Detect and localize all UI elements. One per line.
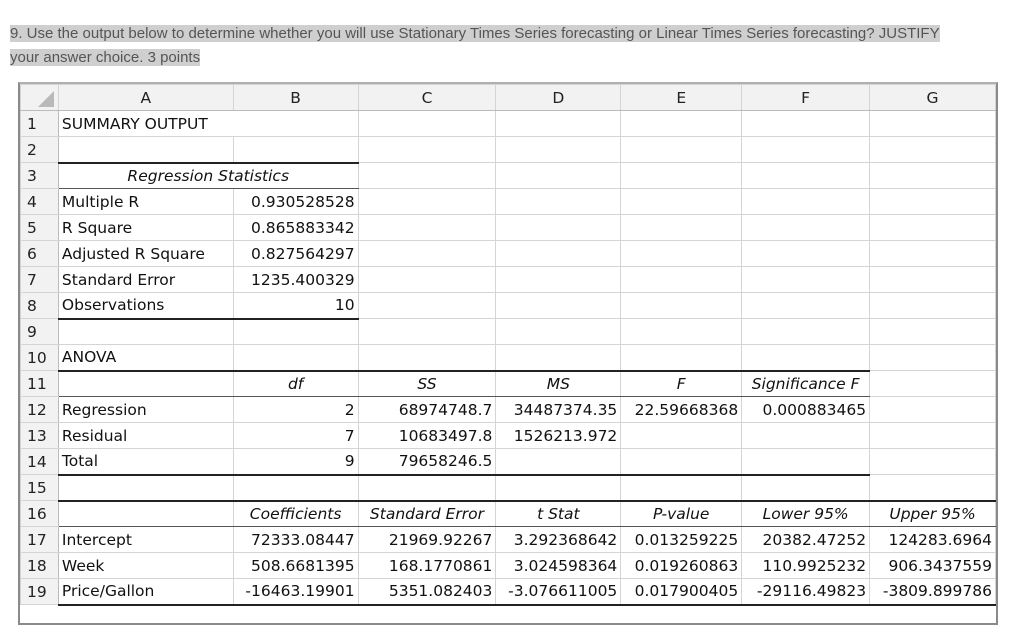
- row-number[interactable]: 7: [21, 267, 59, 293]
- cell-value[interactable]: 3.024598364: [496, 553, 621, 579]
- row-number[interactable]: 13: [21, 423, 59, 449]
- cell-value[interactable]: -3809.899786: [870, 579, 996, 605]
- table-row: [21, 397, 996, 423]
- cell-value[interactable]: 22.59668368: [621, 397, 742, 423]
- cell-label[interactable]: Total: [58, 449, 233, 475]
- anova-heading[interactable]: ANOVA: [58, 345, 233, 371]
- spreadsheet-image: [18, 82, 998, 625]
- header-cell[interactable]: t Stat: [496, 501, 621, 527]
- cell-value[interactable]: 1526213.972: [496, 423, 621, 449]
- cell-label[interactable]: Week: [58, 553, 233, 579]
- row-number[interactable]: 12: [21, 397, 59, 423]
- row-number[interactable]: 17: [21, 527, 59, 553]
- column-header-a[interactable]: A: [58, 85, 233, 111]
- row-number[interactable]: 3: [21, 163, 59, 189]
- header-cell[interactable]: Lower 95%: [742, 501, 870, 527]
- row-number[interactable]: 10: [21, 345, 59, 371]
- row-number[interactable]: 15: [21, 475, 59, 501]
- summary-output-title[interactable]: SUMMARY OUTPUT: [58, 111, 358, 137]
- cell-label[interactable]: Multiple R: [58, 189, 233, 215]
- row-number[interactable]: 11: [21, 371, 59, 397]
- table-row: [21, 215, 996, 241]
- cell-value[interactable]: 79658246.5: [358, 449, 496, 475]
- cell-value[interactable]: 0.013259225: [621, 527, 742, 553]
- table-row: [21, 189, 996, 215]
- table-row: [21, 319, 996, 345]
- table-row: [21, 371, 996, 397]
- cell-value[interactable]: 72333.08447: [233, 527, 358, 553]
- cell-value[interactable]: -29116.49823: [742, 579, 870, 605]
- cell-value[interactable]: 21969.92267: [358, 527, 496, 553]
- cell-label[interactable]: R Square: [58, 215, 233, 241]
- cell-value[interactable]: 0.930528528: [233, 189, 358, 215]
- select-all-icon: [38, 91, 54, 107]
- row-number[interactable]: 6: [21, 241, 59, 267]
- header-cell[interactable]: df: [233, 371, 358, 397]
- row-number[interactable]: 1: [21, 111, 59, 137]
- question-text: [10, 22, 990, 70]
- cell-value[interactable]: 906.3437559: [870, 553, 996, 579]
- cell-value[interactable]: 0.865883342: [233, 215, 358, 241]
- cell-value[interactable]: 20382.47252: [742, 527, 870, 553]
- row-number[interactable]: 2: [21, 137, 59, 163]
- table-row: [21, 267, 996, 293]
- table-row: [21, 241, 996, 267]
- cell-value[interactable]: -16463.19901: [233, 579, 358, 605]
- cell-value[interactable]: 5351.082403: [358, 579, 496, 605]
- column-header-f[interactable]: F: [742, 85, 870, 111]
- cell-value[interactable]: 0.000883465: [742, 397, 870, 423]
- table-row: [21, 553, 996, 579]
- cell-value[interactable]: 3.292368642: [496, 527, 621, 553]
- cell-value[interactable]: 0.827564297: [233, 241, 358, 267]
- table-row: [21, 423, 996, 449]
- cell-value[interactable]: 34487374.35: [496, 397, 621, 423]
- cell-value[interactable]: -3.076611005: [496, 579, 621, 605]
- cell-label[interactable]: Regression: [58, 397, 233, 423]
- table-row: [21, 579, 996, 605]
- cell-value[interactable]: 68974748.7: [358, 397, 496, 423]
- column-header-row: [21, 85, 996, 111]
- header-cell[interactable]: P-value: [621, 501, 742, 527]
- question-line-1: 9. Use the output below to determine whether you will use Stationary Times Series forecasting or Linear Times Series forecasting? JUSTIFY: [10, 25, 940, 42]
- column-header-b[interactable]: B: [233, 85, 358, 111]
- cell-value[interactable]: 0.019260863: [621, 553, 742, 579]
- summary-output-table: [20, 84, 996, 606]
- cell-label[interactable]: Residual: [58, 423, 233, 449]
- table-row: [21, 163, 996, 189]
- header-cell[interactable]: Coefficients: [233, 501, 358, 527]
- header-cell[interactable]: Standard Error: [358, 501, 496, 527]
- header-cell[interactable]: SS: [358, 371, 496, 397]
- row-number[interactable]: 16: [21, 501, 59, 527]
- cell-value[interactable]: 9: [233, 449, 358, 475]
- row-number[interactable]: 5: [21, 215, 59, 241]
- question-line-2: your answer choice. 3 points: [10, 49, 201, 66]
- cell-label[interactable]: Standard Error: [58, 267, 233, 293]
- row-number[interactable]: 14: [21, 449, 59, 475]
- table-row: [21, 111, 996, 137]
- table-row: [21, 345, 996, 371]
- header-cell[interactable]: F: [621, 371, 742, 397]
- table-row: [21, 137, 996, 163]
- cell-value[interactable]: 168.1770861: [358, 553, 496, 579]
- row-number[interactable]: 9: [21, 319, 59, 345]
- cell-value[interactable]: 508.6681395: [233, 553, 358, 579]
- regression-statistics-heading[interactable]: Regression Statistics: [58, 163, 358, 189]
- cell-value[interactable]: 10: [233, 293, 358, 319]
- cell-value[interactable]: 1235.400329: [233, 267, 358, 293]
- select-all-corner[interactable]: [21, 85, 59, 111]
- cell-label[interactable]: Observations: [58, 293, 233, 319]
- cell-value[interactable]: 2: [233, 397, 358, 423]
- table-row: [21, 293, 996, 319]
- cell-value[interactable]: 10683497.8: [358, 423, 496, 449]
- row-number[interactable]: 18: [21, 553, 59, 579]
- cell-label[interactable]: Adjusted R Square: [58, 241, 233, 267]
- cell-label[interactable]: Price/Gallon: [58, 579, 233, 605]
- table-row: [21, 527, 996, 553]
- header-cell[interactable]: MS: [496, 371, 621, 397]
- cell-value[interactable]: 124283.6964: [870, 527, 996, 553]
- row-number[interactable]: 19: [21, 579, 59, 605]
- table-row: [21, 475, 996, 501]
- cell-value[interactable]: 110.9925232: [742, 553, 870, 579]
- cell-label[interactable]: Intercept: [58, 527, 233, 553]
- column-header-e[interactable]: E: [621, 85, 742, 111]
- column-header-d[interactable]: D: [496, 85, 621, 111]
- column-header-g[interactable]: G: [870, 85, 996, 111]
- cell-value[interactable]: 7: [233, 423, 358, 449]
- table-row: [21, 501, 996, 527]
- table-row: [21, 449, 996, 475]
- cell-value[interactable]: 0.017900405: [621, 579, 742, 605]
- row-number[interactable]: 8: [21, 293, 59, 319]
- column-header-c[interactable]: C: [358, 85, 496, 111]
- row-number[interactable]: 4: [21, 189, 59, 215]
- header-cell[interactable]: Upper 95%: [870, 501, 996, 527]
- header-cell[interactable]: Significance F: [742, 371, 870, 397]
